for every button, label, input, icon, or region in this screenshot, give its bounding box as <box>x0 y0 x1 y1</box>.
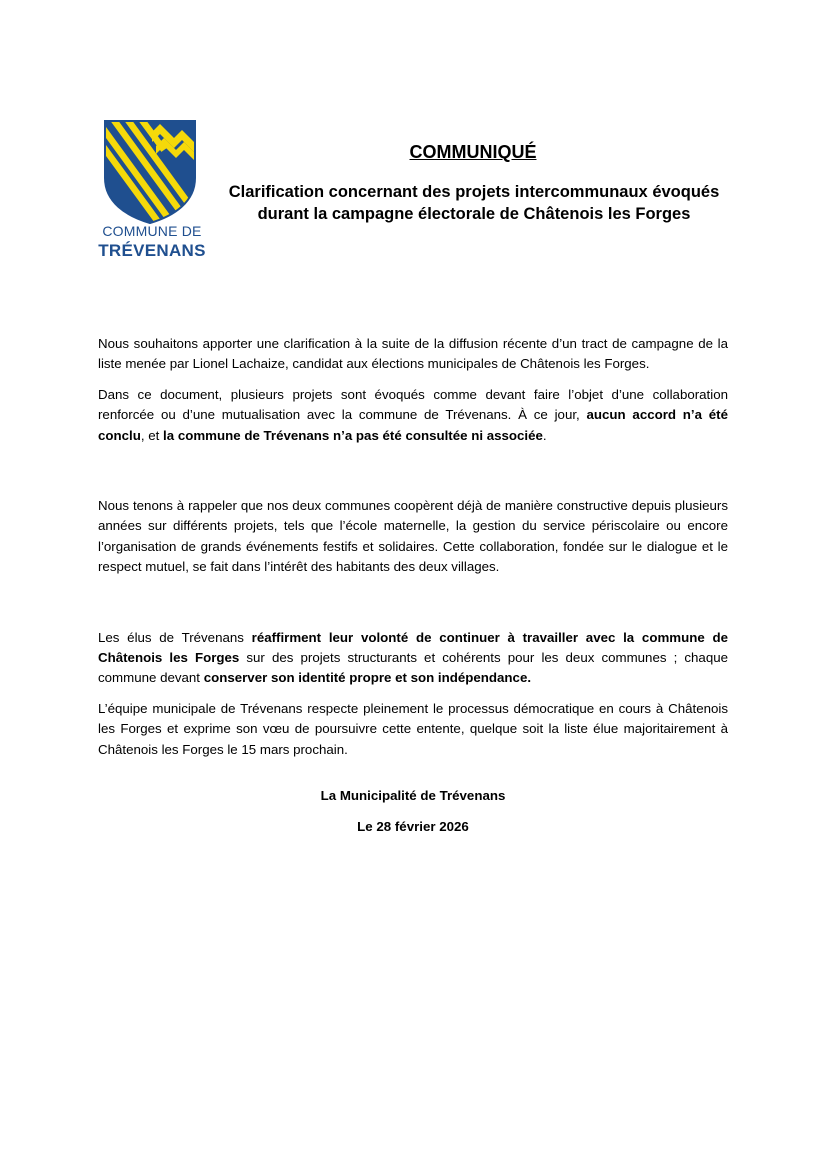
paragraph-4-bold-b: conserver son identité propre et son indépendance. <box>203 670 532 686</box>
communique-body <box>98 334 728 760</box>
paragraph-2-text-b: , et <box>140 427 164 443</box>
paragraph-4-bold-a: réaffirment leur volonté de continuer à travailler avec la commune de Châtenois les Forges <box>98 629 728 666</box>
paragraph-2-bold-a: aucun accord n’a été conclu <box>98 407 728 443</box>
paragraph-2-text-a: Dans ce document, plusieurs projets sont évoqués comme devant faire l’objet d’une collaboration renforcée ou d’une mutualisation avec la commune de Trévenans. À ce jour, <box>98 386 728 423</box>
paragraph-2 <box>98 385 728 446</box>
commune-logo <box>96 120 208 262</box>
paragraph-5: L’équipe municipale de Trévenans respecte pleinement le processus démocratique en cours à Châtenois les Forges et exprime son vœu de poursuivre cette entente, quelque soit la liste élue majoritairement à Châtenois les Forges le 15 mars prochain. <box>98 700 728 757</box>
signature-author: La Municipalité de Trévenans <box>320 788 506 803</box>
page-subtitle <box>214 181 734 225</box>
paragraph-3: Nous tenons à rappeler que nos deux communes coopèrent déjà de manière constructive depuis plusieurs années sur différents projets, tels que l’école maternelle, la gestion du service périscolaire ou encore l’organisation de grands événements festifs et solidaires. Cette collaboration, fondée sur le dialogue et le respect mutuel, se fait dans l’intérêt des habitants des deux villages. <box>98 498 728 575</box>
coat-of-arms-icon <box>104 120 196 224</box>
paragraph-1: Nous souhaitons apporter une clarification à la suite de la diffusion récente d’un tract de campagne de la liste menée par Lionel Lachaize, candidat aux élections municipales de Châtenois les Forges. <box>98 336 728 372</box>
paragraph-4-text-b: sur des projets structurants et cohérents pour les deux communes ; chaque commune devant <box>98 650 728 686</box>
paragraph-2-text-c: . <box>542 427 547 443</box>
paragraph-4 <box>98 628 728 689</box>
subtitle-line-2: durant la campagne électorale de Châtenois les Forges <box>257 205 691 223</box>
signature-date: Le 28 février 2026 <box>357 819 469 834</box>
paragraph-4-text-a: Les élus de Trévenans <box>98 629 252 645</box>
logo-text-line2: TRÉVENANS <box>98 241 206 260</box>
paragraph-2-bold-b: la commune de Trévenans n’a pas été consultée ni associée <box>163 427 543 443</box>
logo-text-line1: COMMUNE DE <box>102 223 202 239</box>
page-title: COMMUNIQUÉ <box>409 142 537 162</box>
subtitle-line-1: Clarification concernant des projets intercommunaux évoqués <box>228 183 720 201</box>
